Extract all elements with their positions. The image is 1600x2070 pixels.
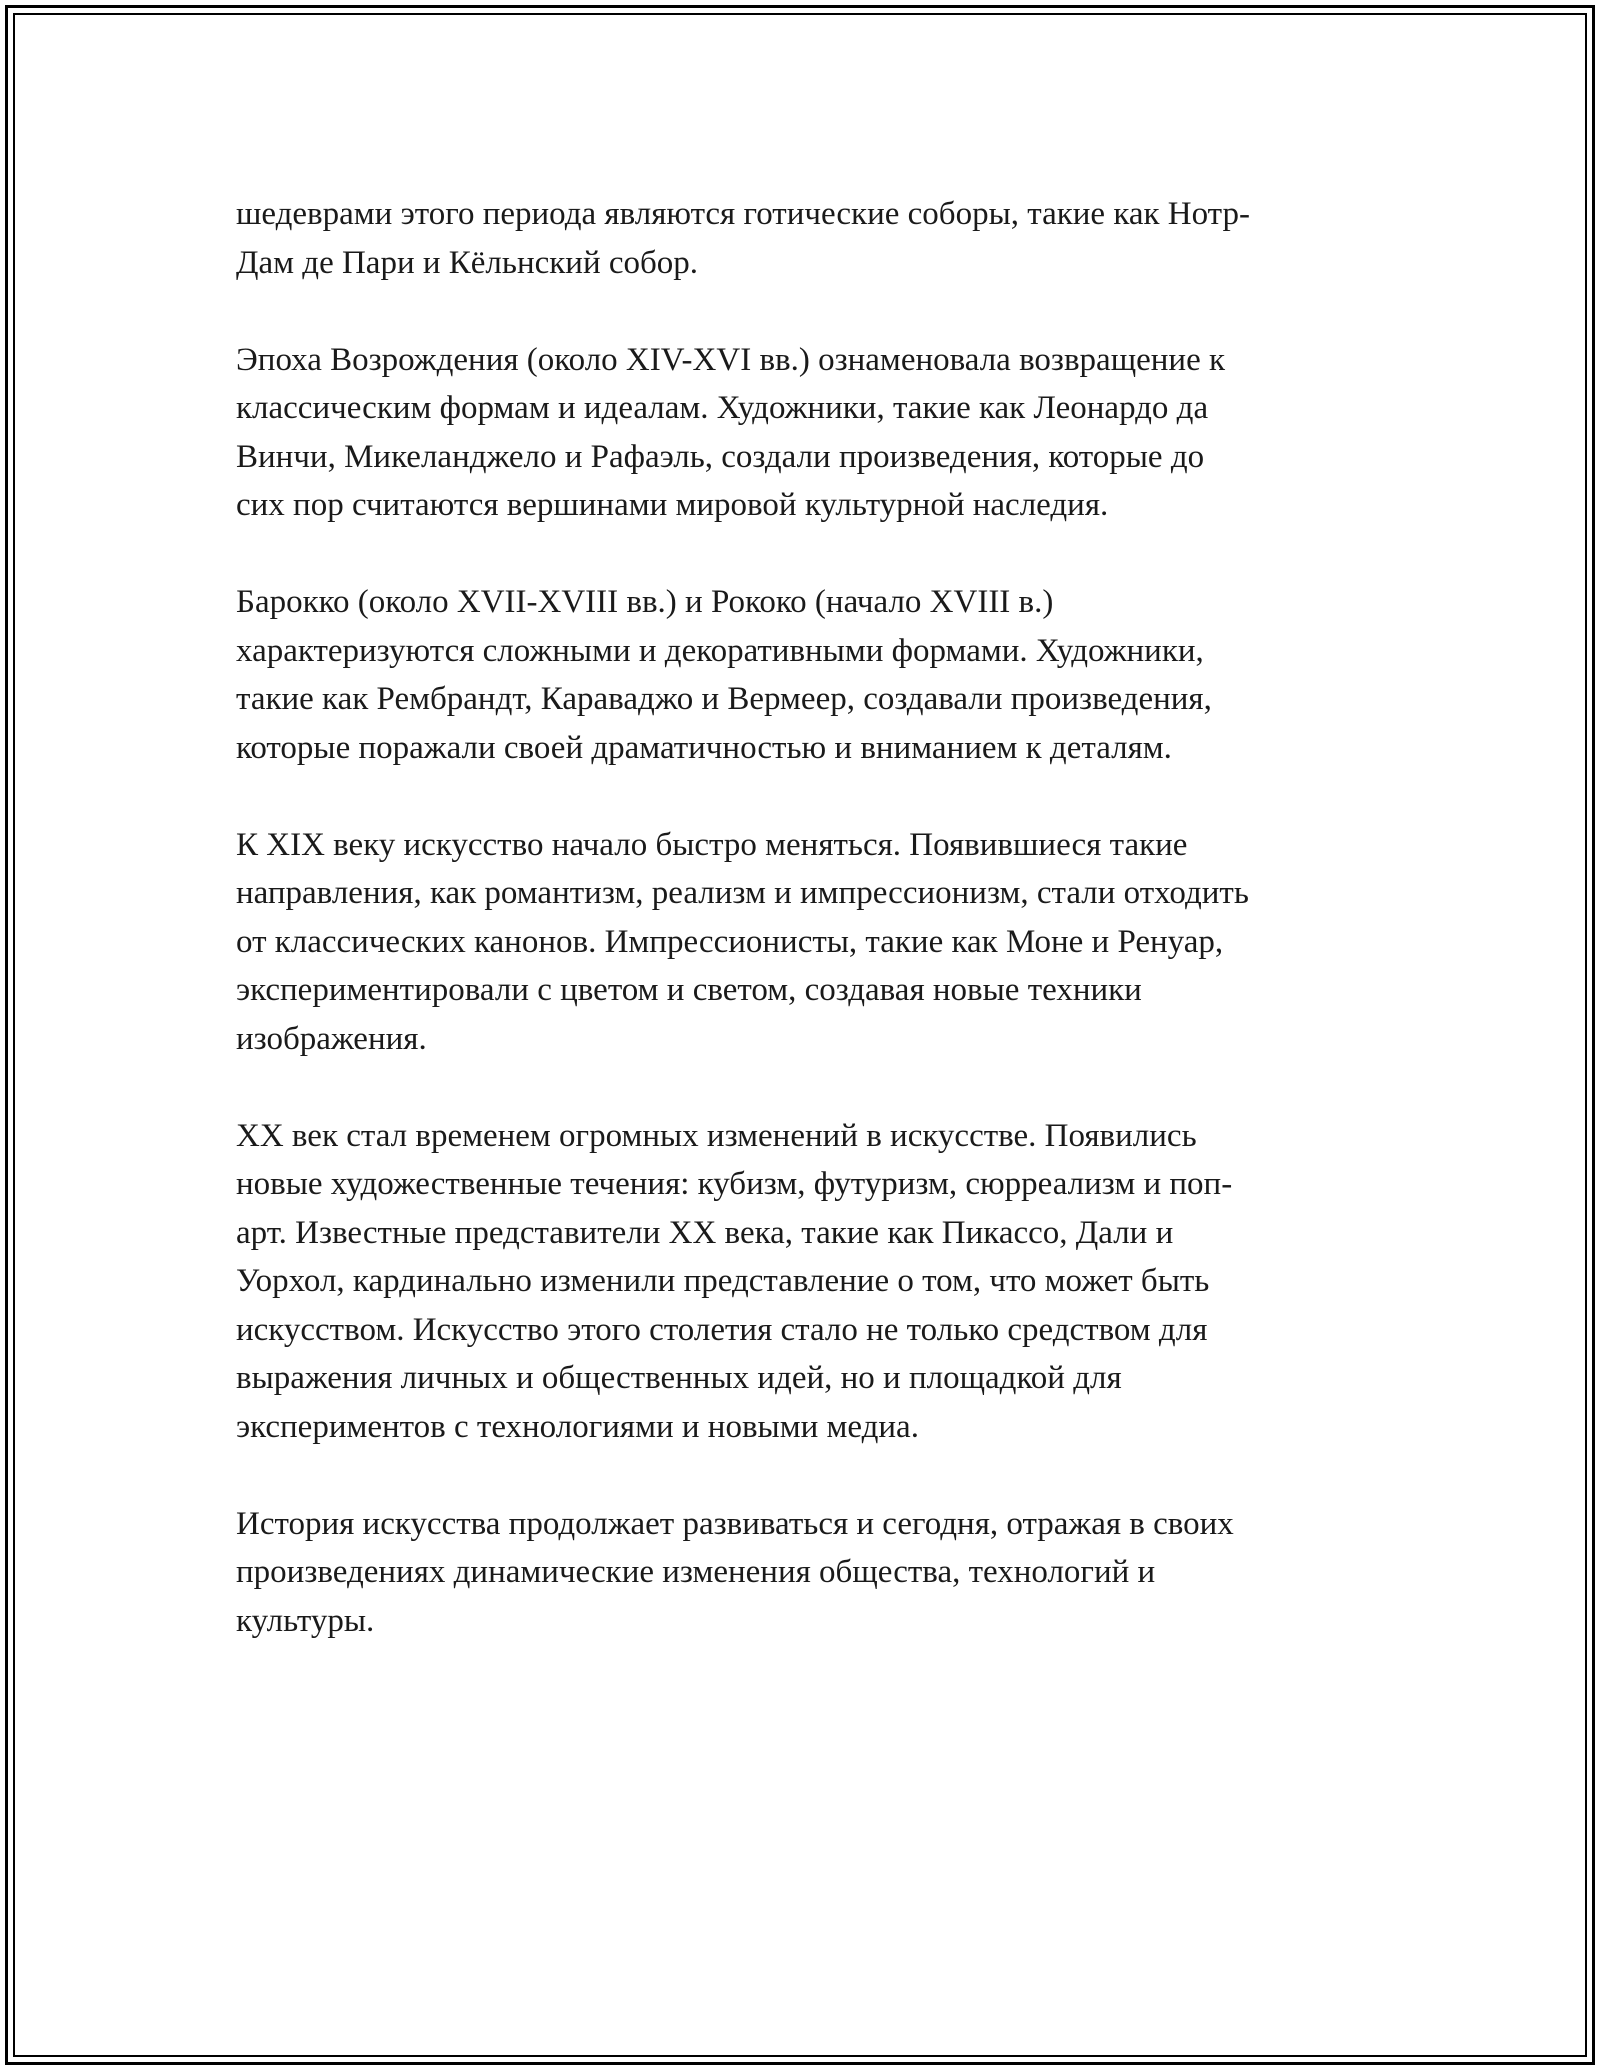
text-line: XX век стал временем огромных изменений в искусстве. Появились xyxy=(236,1117,1197,1154)
text-line: такие как Рембрандт, Караваджо и Вермеер, создавали произведения, xyxy=(236,681,1212,717)
text-line: Уорхол, кардинально изменили представление о том, что может быть xyxy=(236,1263,1210,1299)
text-line: Винчи, Микеланджело и Рафаэль, создали произведения, которые до xyxy=(236,438,1205,475)
paragraph xyxy=(236,1500,1366,1646)
text-line: сих пор считаются вершинами мировой культурной наследия. xyxy=(236,487,1109,523)
text-line: экспериментировали с цветом и светом, создавая новые техники xyxy=(236,972,1142,1008)
paragraph xyxy=(236,578,1366,772)
text-line: История искусства продолжает развиваться и сегодня, отражая в своих xyxy=(236,1505,1234,1542)
text-line: искусством. Искусство этого столетия стало не только средством для xyxy=(236,1311,1208,1348)
text-line: К XIX веку искусство начало быстро меняться. Появившиеся такие xyxy=(236,826,1188,863)
text-line: направления, как романтизм, реализм и импрессионизм, стали отходить xyxy=(236,875,1249,911)
text-line: Барокко (около XVII-XVIII вв.) и Рококо (начало XVIII в.) xyxy=(236,584,1054,620)
paragraph xyxy=(236,1112,1366,1452)
paragraph xyxy=(236,336,1366,530)
text-line: характеризуются сложными и декоративными формами. Художники, xyxy=(236,632,1204,669)
text-line: произведениях динамические изменения общества, технологий и xyxy=(236,1554,1156,1590)
text-line: Дам де Пари и Кёльнский собор. xyxy=(236,244,699,281)
text-line: которые поражали своей драматичностью и вниманием к деталям. xyxy=(236,729,1172,766)
text-line: Эпоха Возрождения (около XIV-XVI вв.) ознаменовала возвращение к xyxy=(236,341,1226,378)
text-line: изображения. xyxy=(236,1020,427,1057)
text-line: классическим формам и идеалам. Художники, такие как Леонардо да xyxy=(236,390,1209,426)
text-line: от классических канонов. Импрессионисты, такие как Моне и Ренуар, xyxy=(236,923,1224,960)
paragraph xyxy=(236,190,1366,287)
paragraph xyxy=(236,821,1366,1064)
text-line: арт. Известные представители XX века, такие как Пикассо, Дали и xyxy=(236,1214,1174,1251)
text-line: экспериментов с технологиями и новыми медиа. xyxy=(236,1408,919,1445)
text-line: выражения личных и общественных идей, но и площадкой для xyxy=(236,1360,1122,1396)
document-body xyxy=(236,190,1366,1694)
text-line: культуры. xyxy=(236,1602,375,1639)
text-line: новые художественные течения: кубизм, футуризм, сюрреализм и поп- xyxy=(236,1166,1233,1202)
text-line: шедеврами этого периода являются готические соборы, такие как Нотр- xyxy=(236,196,1250,232)
